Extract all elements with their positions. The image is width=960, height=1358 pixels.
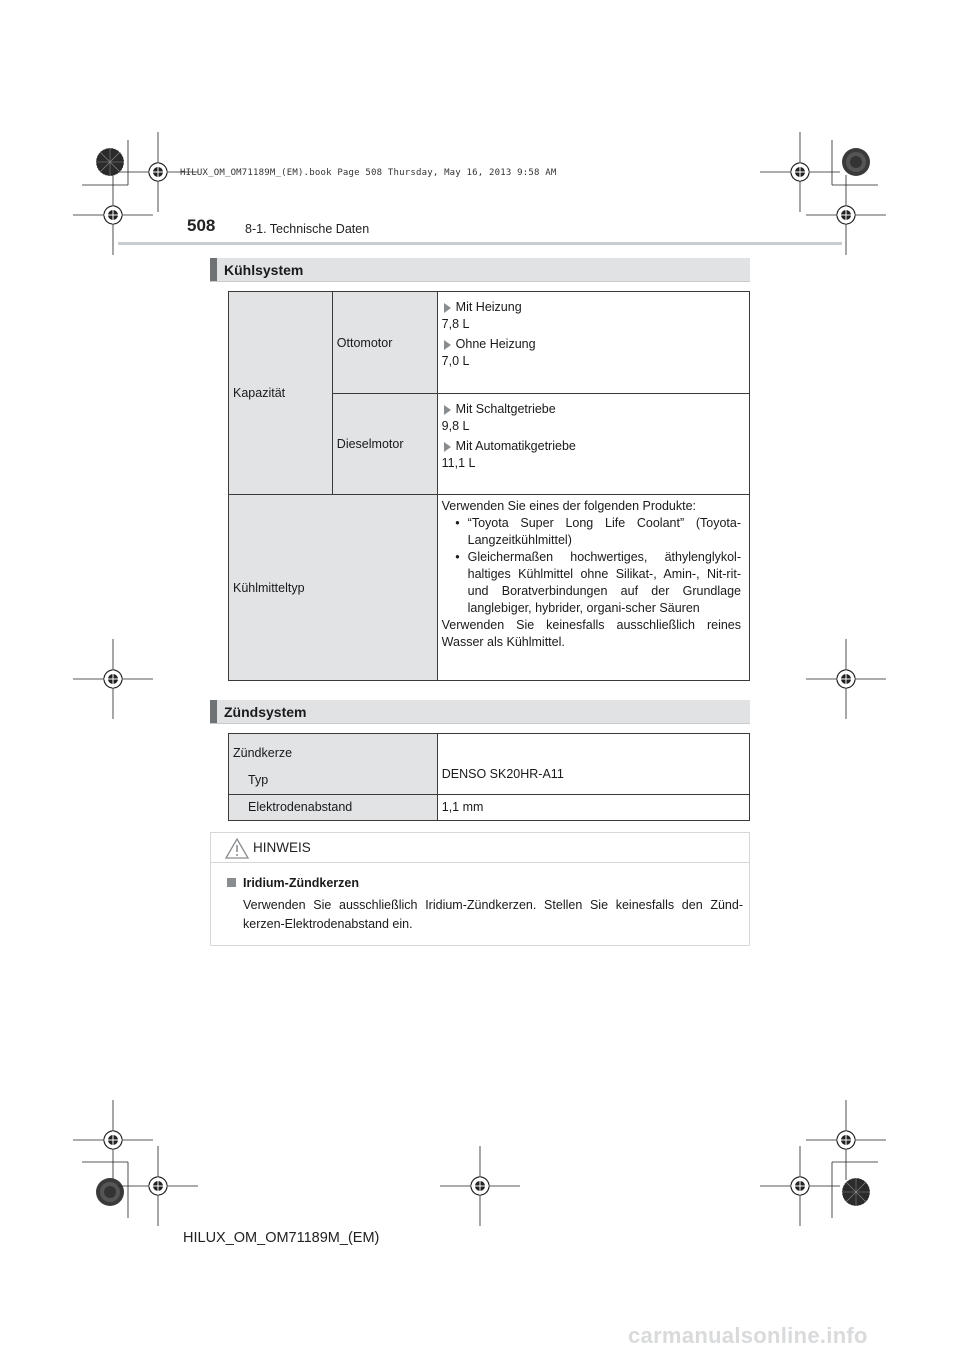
petrol-values (437, 292, 749, 394)
ignition-table (228, 733, 750, 821)
spark-plug-label: Zündkerze (233, 746, 293, 760)
gap-value: 1,1 mm (441, 800, 484, 814)
section-header-ignition (210, 700, 750, 724)
warning-icon (225, 838, 249, 859)
square-bullet-icon (227, 878, 236, 887)
coolant-outro: Verwenden Sie keinesfalls ausschließlich reines Wasser als Kühlmittel. (441, 618, 741, 649)
section-title-cooling: Kühlsystem (224, 262, 304, 278)
petrol-option-no-heater: Ohne Heizung (455, 337, 536, 351)
running-head: 8-1. Technische Daten (245, 222, 370, 236)
section-title-ignition: Zündsystem (224, 704, 307, 720)
diesel-label: Dieselmotor (336, 437, 404, 451)
coolant-intro: Verwenden Sie eines der folgenden Produkte: (441, 499, 697, 513)
petrol-label-cell (332, 292, 437, 394)
coolant-values: Verwenden Sie eines der folgenden Produkte: • “Toyota Super Long Life Coolant” (Toyota-Langzeitkühlmittel) • Gleichermaßen hochwertiges, äthylenglykol-haltiges Kühlmittel ohne Silikat-, Amin-, Nit-rit- und Boratverbindungen auf der Grundlage langlebiger, hybrider, organi-scher Säuren Verwenden Sie keinesfalls ausschließlich reines Wasser als Kühlmittel. (437, 495, 749, 681)
gap-label-cell (229, 795, 438, 821)
note-text: Verwenden Sie ausschließlich Iridium-Zündkerzen. Stellen Sie keinesfalls den Zünd-kerzen-Elektrodenabstand ein. (243, 898, 743, 931)
cooling-table (228, 291, 750, 681)
triangle-right-icon (444, 340, 451, 350)
note-box (210, 832, 750, 946)
gap-value-cell (437, 795, 749, 821)
coolant-label-cell (229, 495, 438, 681)
type-label: Typ (248, 773, 269, 787)
watermark: carmanualsonline.info (628, 1323, 868, 1348)
diesel-option-manual: Mit Schaltgetriebe (455, 402, 556, 416)
capacity-label: Kapazität (233, 386, 286, 400)
print-info: HILUX_OM_OM71189M_(EM).book Page 508 Thursday, May 16, 2013 9:58 AM (180, 168, 557, 178)
note-header (211, 833, 749, 863)
page-number: 508 (187, 216, 216, 235)
triangle-right-icon (444, 303, 451, 313)
diesel-option-automatic: Mit Automatikgetriebe (455, 439, 576, 453)
section-header-cooling (210, 258, 750, 282)
diesel-label-cell (332, 394, 437, 495)
gap-label: Elektrodenabstand (248, 800, 353, 814)
triangle-right-icon (444, 442, 451, 452)
type-value-cell (437, 734, 749, 795)
diesel-value-automatic: 11,1 L (441, 456, 476, 470)
triangle-right-icon (444, 405, 451, 415)
coolant-label: Kühlmitteltyp (233, 580, 305, 595)
petrol-value-no-heater: 7,0 L (441, 354, 470, 368)
petrol-label: Ottomotor (336, 335, 393, 350)
footer-code: HILUX_OM_OM71189M_(EM) (183, 1230, 380, 1246)
coolant-item-2: Gleichermaßen hochwertiges, äthylenglykol-haltiges Kühlmittel ohne Silikat-, Amin-, Nit-rit- und Boratverbindungen auf der Grundlage langlebiger, hybrider, organi-scher Säuren (467, 550, 741, 615)
note-subtitle: Iridium-Zündkerzen (243, 876, 359, 890)
petrol-option-heater: Mit Heizung (455, 300, 522, 314)
note-title: HINWEIS (253, 840, 311, 855)
diesel-value-manual: 9,8 L (441, 419, 470, 433)
type-value: DENSO SK20HR-A11 (441, 767, 564, 781)
petrol-value-heater: 7,8 L (441, 317, 470, 331)
spark-plug-label-cell (229, 734, 438, 795)
capacity-label-cell (229, 292, 333, 495)
diesel-values (437, 394, 749, 495)
coolant-item-1: “Toyota Super Long Life Coolant” (Toyota-Langzeitkühlmittel) (467, 516, 741, 547)
header-rule (118, 242, 842, 245)
